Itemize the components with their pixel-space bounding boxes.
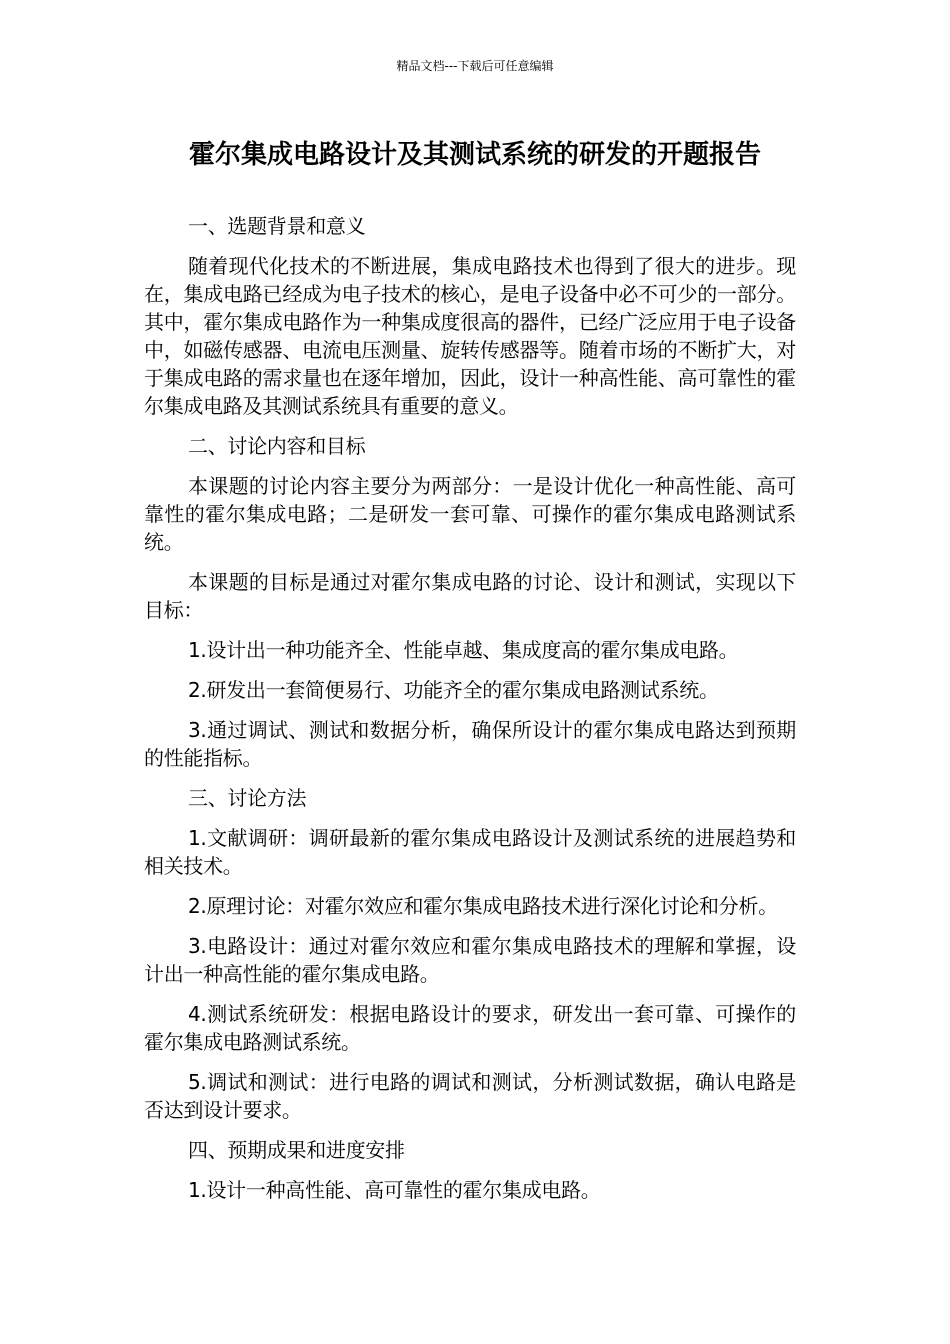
- method-item-5: 5.调试和测试：进行电路的调试和测试，分析测试数据，确认电路是否达到设计要求。: [144, 1070, 796, 1122]
- paragraph-goals-intro: 本课题的目标是通过对霍尔集成电路的讨论、设计和测试，实现以下目标：: [144, 570, 796, 622]
- header-note: 精品文档---下载后可任意编辑: [396, 59, 554, 73]
- document-body: [144, 212, 796, 1216]
- paragraph-content: 本课题的讨论内容主要分为两部分：一是设计优化一种高性能、高可靠性的霍尔集成电路；二是研发一套可靠、可操作的霍尔集成电路测试系统。: [144, 474, 796, 554]
- section-heading-background: 一、选题背景和意义: [188, 214, 366, 238]
- document-title: 霍尔集成电路设计及其测试系统的研发的开题报告: [188, 140, 761, 170]
- section-heading-content-goals: 二、讨论内容和目标: [188, 434, 366, 458]
- method-item-2: 2.原理讨论：对霍尔效应和霍尔集成电路技术进行深化讨论和分析。: [188, 894, 778, 918]
- method-item-3: 3.电路设计：通过对霍尔效应和霍尔集成电路技术的理解和掌握，设计出一种高性能的霍尔集成电路。: [144, 934, 796, 986]
- paragraph-background: 随着现代化技术的不断进展，集成电路技术也得到了很大的进步。现在，集成电路已经成为电子技术的核心，是电子设备中必不可少的一部分。其中，霍尔集成电路作为一种集成度很高的器件，已经广泛应用于电子设备中，如磁传感器、电流电压测量、旋转传感器等。随着市场的不断扩大，对于集成电路的需求量也在逐年增加，因此，设计一种高性能、高可靠性的霍尔集成电路及其测试系统具有重要的意义。: [144, 254, 796, 418]
- goal-item-1: 1.设计出一种功能齐全、性能卓越、集成度高的霍尔集成电路。: [188, 638, 739, 662]
- goal-item-3: 3.通过调试、测试和数据分析，确保所设计的霍尔集成电路达到预期的性能指标。: [144, 718, 796, 770]
- method-item-1: 1.文献调研：调研最新的霍尔集成电路设计及测试系统的进展趋势和相关技术。: [144, 826, 796, 878]
- method-item-4: 4.测试系统研发：根据电路设计的要求，研发出一套可靠、可操作的霍尔集成电路测试系统。: [144, 1002, 796, 1054]
- section-heading-methods: 三、讨论方法: [188, 786, 307, 810]
- outcome-item-1: 1.设计一种高性能、高可靠性的霍尔集成电路。: [188, 1178, 601, 1202]
- goal-item-2: 2.研发出一套简便易行、功能齐全的霍尔集成电路测试系统。: [188, 678, 719, 702]
- section-heading-outcomes: 四、预期成果和进度安排: [188, 1138, 405, 1162]
